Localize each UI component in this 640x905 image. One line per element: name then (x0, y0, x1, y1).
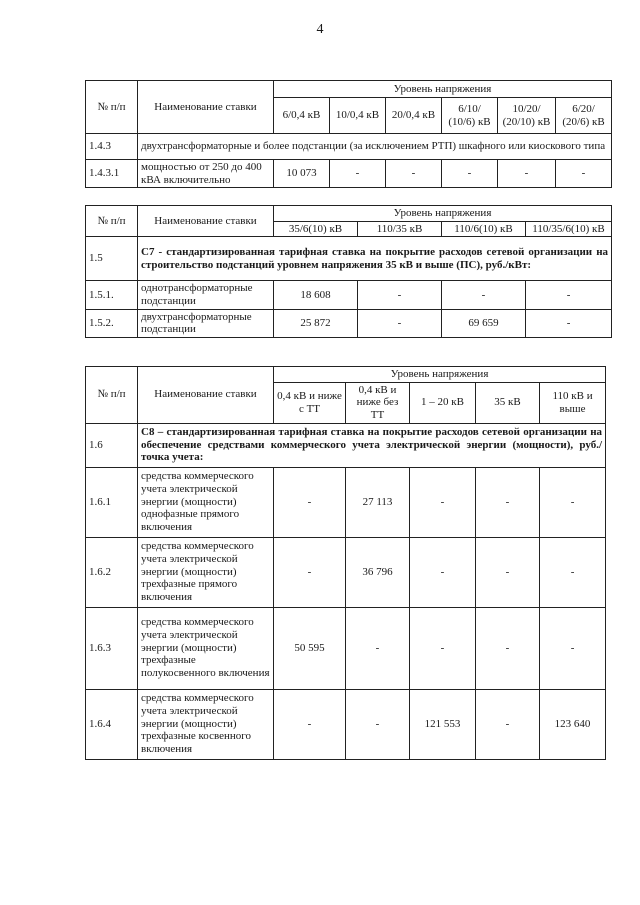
rate-value: - (476, 607, 540, 689)
row-number: 1.6.1 (86, 467, 138, 537)
header-voltage: 20/0,4 кВ (386, 98, 442, 134)
rate-value: - (476, 537, 540, 607)
header-num: № п/п (86, 206, 138, 237)
header-voltage: 0,4 кВ и ниже без ТТ (346, 382, 410, 423)
header-voltage: 10/0,4 кВ (330, 98, 386, 134)
rate-value: - (476, 467, 540, 537)
header-voltage: 10/20/ (20/10) кВ (498, 98, 556, 134)
header-voltage: 35/6(10) кВ (274, 221, 358, 237)
rate-name: средства коммерческого учета электрической энергии (мощности) трехфазные прямого включения (138, 537, 274, 607)
rate-value: 10 073 (274, 160, 330, 188)
rate-value: - (540, 467, 606, 537)
rate-value: - (410, 607, 476, 689)
rate-name: средства коммерческого учета электрической энергии (мощности) трехфазные полукосвенного включения (138, 607, 274, 689)
header-voltage-level: Уровень напряжения (274, 81, 612, 98)
rate-value: - (346, 689, 410, 759)
rate-value: - (386, 160, 442, 188)
header-name: Наименование ставки (138, 81, 274, 134)
rate-value: 69 659 (442, 309, 526, 337)
rate-value: - (358, 281, 442, 309)
table-row (86, 160, 612, 188)
header-voltage: 110/6(10) кВ (442, 221, 526, 237)
rate-value: - (274, 537, 346, 607)
rate-value: - (442, 160, 498, 188)
header-voltage-level: Уровень напряжения (274, 367, 606, 383)
header-voltage-level: Уровень напряжения (274, 206, 612, 222)
rate-name: средства коммерческого учета электрической энергии (мощности) трехфазные косвенного включения (138, 689, 274, 759)
rate-value: 18 608 (274, 281, 358, 309)
rate-value: 123 640 (540, 689, 606, 759)
tariff-table-1 (85, 80, 612, 188)
rate-value: 27 113 (346, 467, 410, 537)
header-voltage: 6/0,4 кВ (274, 98, 330, 134)
rate-value: - (442, 281, 526, 309)
table-row (86, 689, 606, 759)
rate-name: двухтрансформаторные подстанции (138, 309, 274, 337)
rate-value: - (540, 537, 606, 607)
header-name: Наименование ставки (138, 206, 274, 237)
rate-value: 36 796 (346, 537, 410, 607)
rate-value: - (330, 160, 386, 188)
row-number: 1.6.3 (86, 607, 138, 689)
rate-value: - (526, 309, 612, 337)
rate-name: мощностью от 250 до 400 кВА включительно (138, 160, 274, 188)
row-number: 1.4.3.1 (86, 160, 138, 188)
row-number: 1.5 (86, 237, 138, 281)
section-description: С8 – стандартизированная тарифная ставка на покрытие расходов сетевой организации на обеспечение средствами коммерческого учета электрической энергии (мощности), руб./точка учета: (138, 423, 606, 467)
rate-value: - (498, 160, 556, 188)
page-number: 4 (316, 22, 324, 37)
header-num: № п/п (86, 367, 138, 424)
header-voltage: 35 кВ (476, 382, 540, 423)
row-number: 1.6.4 (86, 689, 138, 759)
rate-value: - (556, 160, 612, 188)
table-row (86, 607, 606, 689)
table-row (86, 309, 612, 337)
row-number: 1.4.3 (86, 134, 138, 160)
row-number: 1.5.1. (86, 281, 138, 309)
table-row (86, 281, 612, 309)
rate-value: - (540, 607, 606, 689)
rate-value: - (358, 309, 442, 337)
tariff-table-2 (85, 205, 612, 338)
header-voltage: 110/35/6(10) кВ (526, 221, 612, 237)
rate-value: 121 553 (410, 689, 476, 759)
rate-value: - (476, 689, 540, 759)
rate-value: - (274, 467, 346, 537)
rate-name: однотрансформаторные подстанции (138, 281, 274, 309)
table-row (86, 537, 606, 607)
section-description: двухтрансформаторные и более подстанции (за исключением РТП) шкафного или киоскового типа (138, 134, 612, 160)
header-voltage: 6/10/ (10/6) кВ (442, 98, 498, 134)
header-num: № п/п (86, 81, 138, 134)
rate-value: - (410, 537, 476, 607)
tariff-table-3 (85, 366, 606, 760)
rate-value: - (346, 607, 410, 689)
rate-value: - (410, 467, 476, 537)
table-row (86, 467, 606, 537)
header-name: Наименование ставки (138, 367, 274, 424)
row-number: 1.6.2 (86, 537, 138, 607)
section-description: С7 - стандартизированная тарифная ставка на покрытие расходов сетевой организации на строительство подстанций уровнем напряжения 35 кВ и выше (ПС), руб./кВт: (138, 237, 612, 281)
rate-value: - (526, 281, 612, 309)
header-voltage: 110/35 кВ (358, 221, 442, 237)
row-number: 1.6 (86, 423, 138, 467)
rate-value: 50 595 (274, 607, 346, 689)
rate-value: 25 872 (274, 309, 358, 337)
header-voltage: 1 – 20 кВ (410, 382, 476, 423)
row-number: 1.5.2. (86, 309, 138, 337)
rate-value: - (274, 689, 346, 759)
header-voltage: 0,4 кВ и ниже с ТТ (274, 382, 346, 423)
header-voltage: 6/20/ (20/6) кВ (556, 98, 612, 134)
rate-name: средства коммерческого учета электрической энергии (мощности) однофазные прямого включения (138, 467, 274, 537)
header-voltage: 110 кВ и выше (540, 382, 606, 423)
